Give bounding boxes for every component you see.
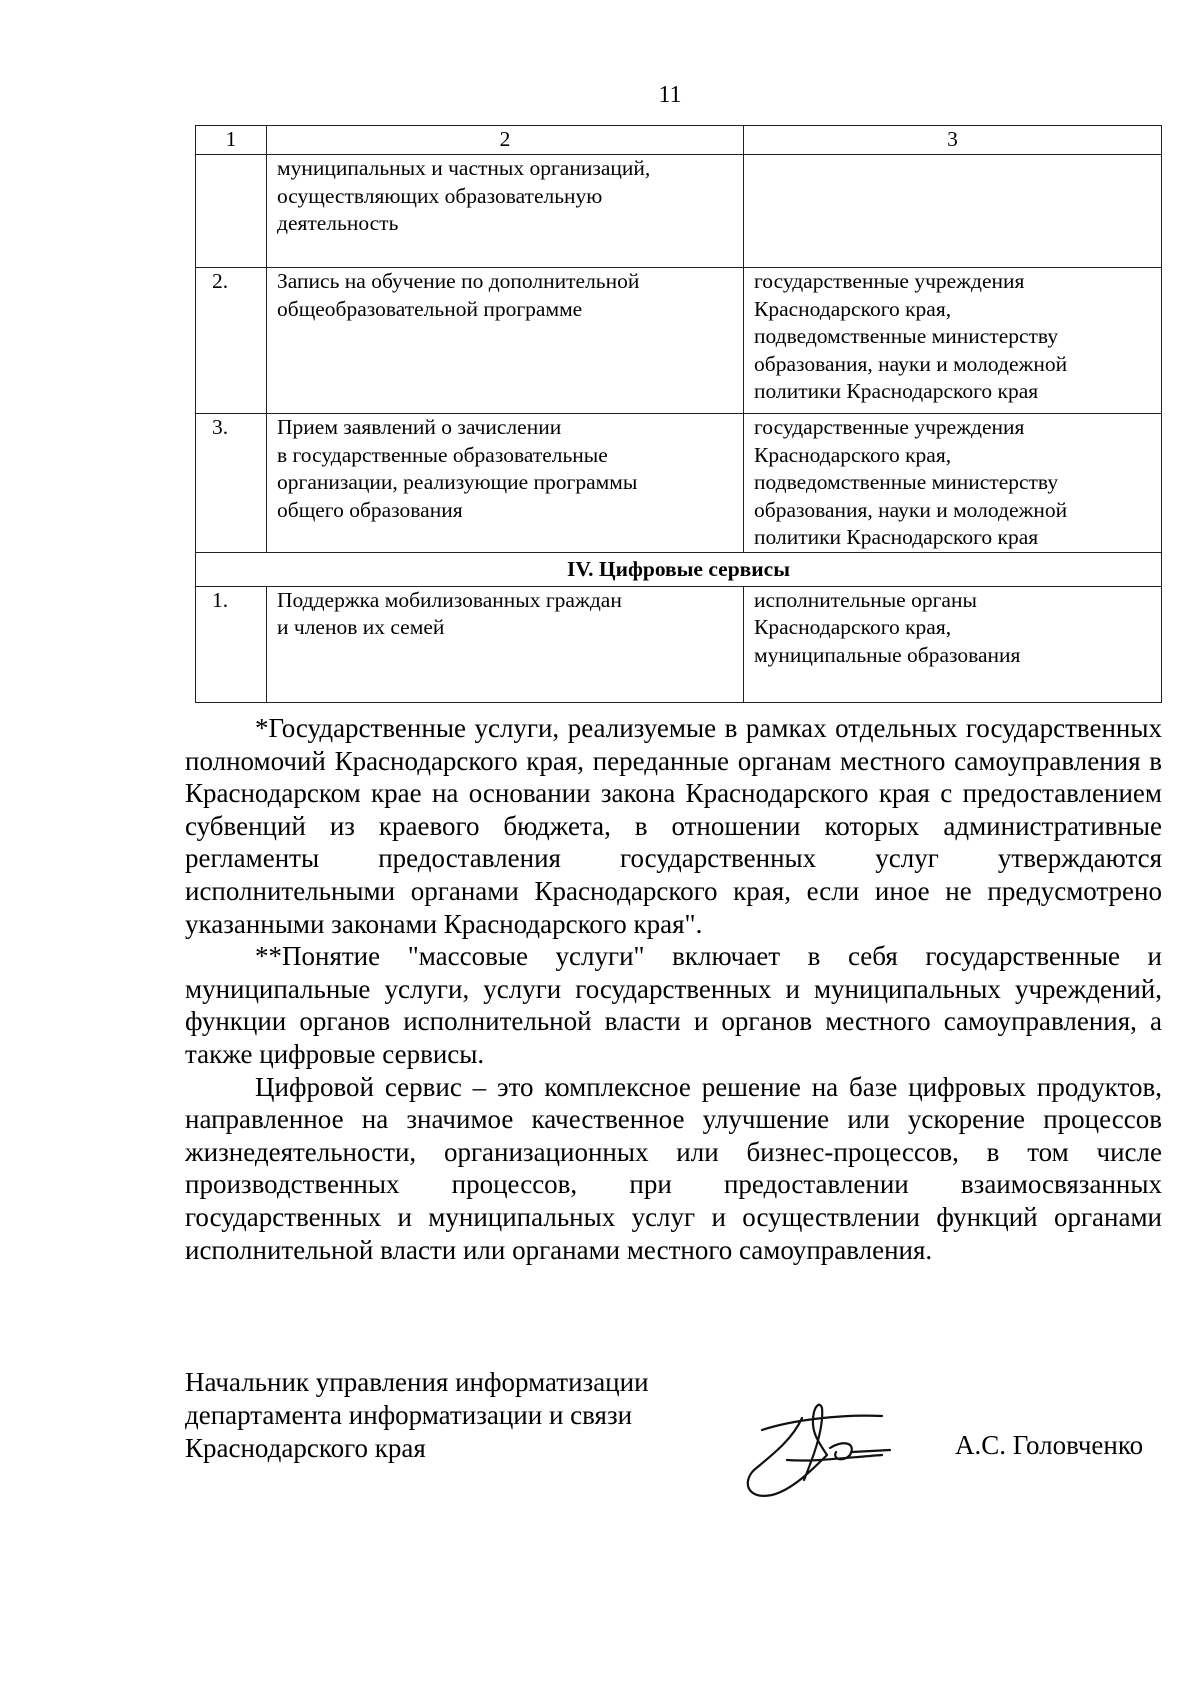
service-line: и членов их семей: [277, 615, 445, 639]
provider-line: Краснодарского края,: [754, 615, 952, 639]
signer-name: А.С. Головченко: [955, 1430, 1144, 1460]
service-line: общеобразовательной программе: [277, 296, 583, 321]
provider-line: Краснодарского края,: [754, 296, 952, 321]
service-name: [267, 414, 744, 553]
position-line: Краснодарского края: [185, 1433, 426, 1463]
row-number: 2.: [196, 268, 267, 414]
service-provider: [744, 586, 1162, 702]
section-header-row: [196, 552, 1162, 586]
section-title: IV. Цифровые сервисы: [196, 552, 1162, 586]
handwritten-signature: [732, 1400, 892, 1510]
service-line: осуществляющих образовательную: [277, 183, 603, 208]
service-provider: [744, 268, 1162, 414]
table-row: [196, 414, 1162, 553]
service-line: организации, реализующие программы: [277, 470, 638, 494]
column-header: 3: [744, 126, 1162, 155]
provider-line: Краснодарского края,: [754, 442, 952, 467]
service-line: Прием заявлений о зачислении: [277, 415, 562, 439]
service-line: Запись на обучение по дополнительной: [277, 269, 640, 293]
provider-line: образования, науки и молодежной: [754, 497, 1068, 522]
service-name: [267, 155, 744, 268]
provider-line: государственные учреждения: [754, 415, 1025, 439]
provider-line: государственные учреждения: [754, 269, 1025, 293]
service-line: Поддержка мобилизованных граждан: [277, 587, 622, 612]
position-line: департамента информатизации и связи: [185, 1400, 633, 1430]
service-provider: [744, 155, 1162, 268]
service-line: муниципальных и частных организаций,: [277, 156, 651, 180]
column-header: 2: [267, 126, 744, 155]
row-number: 3.: [196, 414, 267, 553]
table-header-row: [196, 126, 1162, 155]
service-line: деятельность: [277, 211, 399, 235]
service-name: [267, 586, 744, 702]
page-number: 11: [658, 82, 682, 108]
digital-service-definition: Цифровой сервис – это комплексное решение на базе цифровых продуктов, направленное на значимое качественное улучшение или ускорение процессов жизнедеятельности, организационных или бизнес-процессов, в том числе производственных процессов, при предоставлении взаимосвязанных государственных и муниципальных услуг и осуществлении функций органами исполнительной власти или органами местного самоуправления.: [185, 1071, 1162, 1265]
row-number: [196, 155, 267, 268]
footnote-mass-services: **Понятие "массовые услуги" включает в себя государственные и муниципальные услуги, услуги государственных и муниципальных учреждений, функции органов исполнительной власти и органов местного самоуправления, а также цифровые сервисы.: [185, 941, 1162, 1069]
footnote-state-services: *Государственные услуги, реализуемые в рамках отдельных государственных полномочий Краснодарского края, переданные органам местного самоуправления в Краснодарском крае на основании закона Краснодарского края с предоставлением субвенций из краевого бюджета, в отношении которых административные регламенты предоставления государственных услуг утверждаются исполнительными органами Краснодарского края, если иное не предусмотрено указанными законами Краснодарского края".: [185, 713, 1162, 939]
column-header: 1: [196, 126, 267, 155]
provider-line: муниципальные образования: [754, 642, 1021, 667]
footnotes: [185, 712, 1162, 1266]
row-number: 1.: [196, 586, 267, 702]
provider-line: политики Краснодарского края: [754, 379, 1039, 403]
provider-line: подведомственные министерству: [754, 470, 1059, 494]
service-line: в государственные образовательные: [277, 442, 608, 467]
table-row: [196, 268, 1162, 414]
service-name: [267, 268, 744, 414]
table-row: [196, 586, 1162, 702]
service-line: общего образования: [277, 497, 463, 522]
position-line: Начальник управления информатизации: [185, 1367, 649, 1397]
provider-line: политики Краснодарского края: [754, 525, 1039, 549]
signatory-position: [185, 1366, 649, 1465]
services-table: [195, 125, 1162, 703]
provider-line: подведомственные министерству: [754, 324, 1059, 348]
service-provider: [744, 414, 1162, 553]
provider-line: образования, науки и молодежной: [754, 351, 1068, 376]
table-row: [196, 155, 1162, 268]
provider-line: исполнительные органы: [754, 587, 977, 612]
